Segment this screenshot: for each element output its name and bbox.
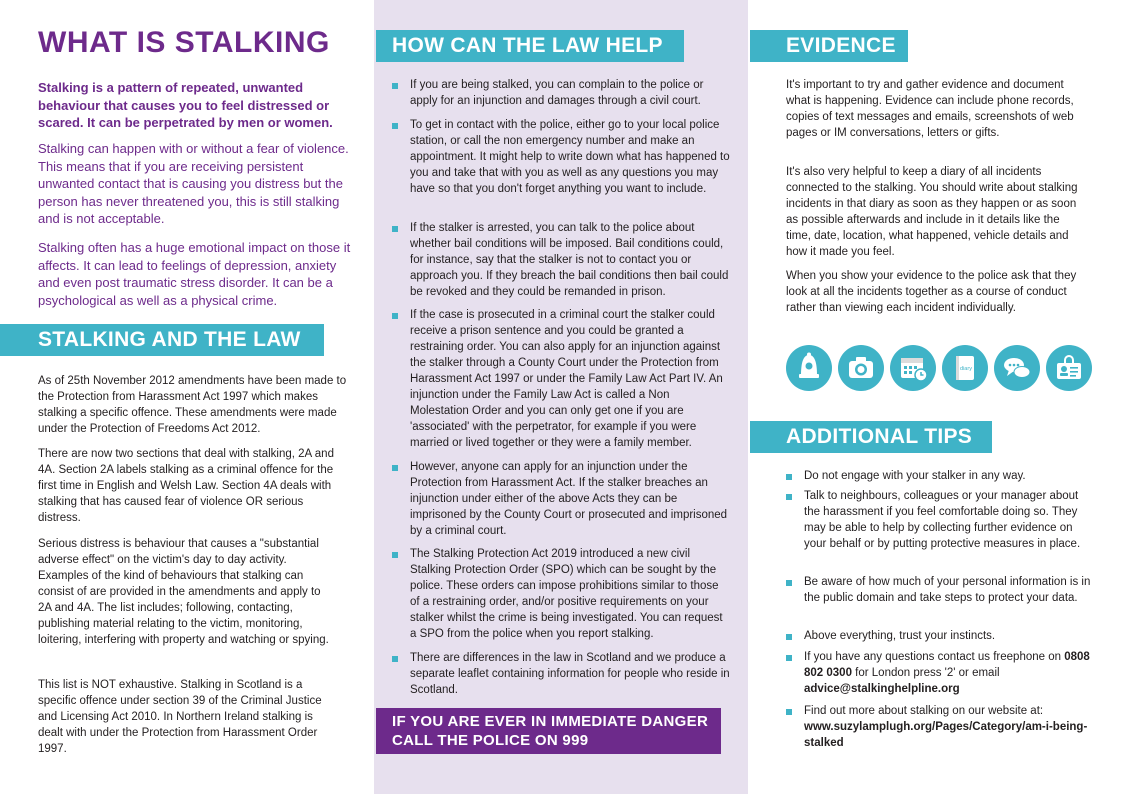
- camera-icon: [838, 345, 884, 391]
- list-item: There are differences in the law in Scotland and we produce a separate leaflet containing information for people who reside in Scotland.: [390, 650, 730, 698]
- column-evidence: [748, 0, 1123, 794]
- emergency-line-2: CALL THE POLICE ON 999: [392, 732, 589, 749]
- list-item: To get in contact with the police, either go to your local police station, or call the non emergency number and make an appointment. It might help to write down what has happened to you and take that with you as well as any questions you may have so that you don't forget anything you want to include.: [390, 117, 730, 197]
- column-how-can-the-law-help: [374, 0, 748, 794]
- list-item-website: [784, 703, 1094, 751]
- list-item: If you are being stalked, you can complain to the police or apply for an injunction and damages through a civil court.: [390, 77, 730, 109]
- list-item-contact: [784, 649, 1094, 697]
- intro-text: Stalking is a pattern of repeated, unwanted behaviour that causes you to feel distressed or scared. It can be perpetrated by men or women.: [38, 80, 333, 130]
- list-item: If the case is prosecuted in a criminal court the stalker could receive a prison sentence and you could be granted a restraining order. You can also apply for an injunction against the stalker through a County Court under the Protection from Harassment Act 1997 or under the Family Law Act Part IV. An injunction under the Family Law Act is called a Non Molestation Order and you can only get one if you are 'associated' with the perpetrator, for example if you were married or lived together or they were a family member.: [390, 307, 730, 451]
- calendar-icon: [890, 345, 936, 391]
- section-heading-additional-tips: ADDITIONAL TIPS: [750, 421, 992, 453]
- diary-icon-label: diary: [960, 366, 972, 372]
- helpline-email: advice@stalkinghelpline.org: [804, 683, 960, 695]
- emergency-callout: [376, 708, 721, 754]
- law-paragraph-scotland-ni: This list is NOT exhaustive. Stalking in Scotland is a specific offence under section 39 of the Criminal Justice and Licensing Act 2010. In Northern Ireland stalking is dealt with under the Protection from Harassment Order 1997.: [38, 679, 322, 755]
- intro-paragraph-impact: Stalking often has a huge emotional impact on those it affects. It can lead to feelings of depression, anxiety and even post traumatic stress disorder. It can be a psychological as well as a physical crime.: [38, 240, 351, 308]
- list-item: Do not engage with your stalker in any way.: [784, 468, 1094, 484]
- law-paragraph-sections: There are now two sections that deal with stalking, 2A and 4A. Section 2A labels stalking as a criminal offence for the first time in English and Welsh Law. Section 4A deals with stalking that has caused fear of violence OR serious distress.: [38, 448, 334, 524]
- diary-icon: [942, 345, 988, 391]
- speech-bubbles-icon: [994, 345, 1040, 391]
- list-item: Above everything, trust your instincts.: [784, 628, 1094, 644]
- list-item: If the stalker is arrested, you can talk to the police about whether bail conditions will be imposed. Bail conditions could, for instance, say that the stalker is not to contact you or approach you. If they breach the bail conditions then bail could be revoked and they could be remanded in prison.: [390, 220, 730, 300]
- website-link: www.suzylamplugh.org/Pages/Category/am-i-being-stalked: [804, 721, 1088, 749]
- helpline-phone: 0808 802 0300: [804, 651, 1090, 679]
- list-item: However, anyone can apply for an injunction under the Protection from Harassment Act. If the stalker breaches an injunction under either of the above Acts they can be imprisoned by the County Court or prosecuted and imprisoned by a criminal court.: [390, 459, 730, 539]
- column-what-is-stalking: [0, 0, 374, 794]
- contact-text-mid: for London press '2' or email: [851, 667, 1000, 679]
- evidence-paragraph-diary: It's also very helpful to keep a diary of all incidents connected to the stalking. You should write about stalking incidents in that diary as soon as they happen or as soon as possible afterwards and include in it details like the time, date, location, what happened, vehicle details and how it made you feel.: [786, 166, 1078, 258]
- law-paragraph-amendments: As of 25th November 2012 amendments have been made to the Protection from Harassment Act 1997 which makes stalking a specific offence. These amendments were made under the Protection of Freedoms Act 2012.: [38, 375, 347, 435]
- intro-paragraph-fear: Stalking can happen with or without a fear of violence. This means that if you are receiving persistent unwanted contact that is causing you distress but the person has never threatened you, this is still stalking and is not acceptable.: [38, 141, 349, 226]
- website-text-pre: Find out more about stalking on our website at:: [804, 705, 1044, 717]
- law-paragraph-serious-distress: Serious distress is behaviour that causes a "substantial adverse effect" on the victim's day to day activity. Examples of the kind of behaviours that stalking can consist of are provided in the amendments and apply to 2A and 4A. The list includes; following, contacting, publishing material relating to the victim, monitoring, loitering, interfering with property and watching or spying.: [38, 538, 329, 646]
- evidence-paragraph-police: When you show your evidence to the police ask that they look at all the incidents together as a course of conduct rather than viewing each incident individually.: [786, 270, 1077, 314]
- list-item: Talk to neighbours, colleagues or your manager about the harassment if you feel comfortable doing so. They may be able to help by collecting further evidence on your behalf or by putting protective measures in place.: [784, 488, 1094, 552]
- contact-text-pre: If you have any questions contact us freephone on: [804, 651, 1065, 663]
- section-heading-evidence: EVIDENCE: [750, 30, 908, 62]
- section-heading-stalking-and-the-law: STALKING AND THE LAW: [0, 324, 324, 356]
- emergency-line-1: IF YOU ARE EVER IN IMMEDIATE DANGER: [392, 713, 709, 730]
- list-item: The Stalking Protection Act 2019 introduced a new civil Stalking Protection Order (SPO) which can be sought by the police. These orders can impose prohibitions similar to those of a restraining order, and/or positive requirements on your stalker whilst the crime is being investigated. You can request a SPO from the police when you report stalking.: [390, 546, 730, 642]
- list-item: Be aware of how much of your personal information is in the public domain and take steps to protect your data.: [784, 574, 1094, 606]
- evidence-icons-row: [786, 345, 1096, 391]
- evidence-paragraph-gather: It's important to try and gather evidence and document what is happening. Evidence can include phone records, copies of text messages and emails, screenshots of web pages or IM conversations, letters or gifts.: [786, 79, 1074, 139]
- police-helmet-icon: [786, 345, 832, 391]
- page-title: WHAT IS STALKING: [38, 26, 330, 59]
- section-heading-how-can-the-law-help: HOW CAN THE LAW HELP: [376, 30, 684, 62]
- id-lock-icon: [1046, 345, 1092, 391]
